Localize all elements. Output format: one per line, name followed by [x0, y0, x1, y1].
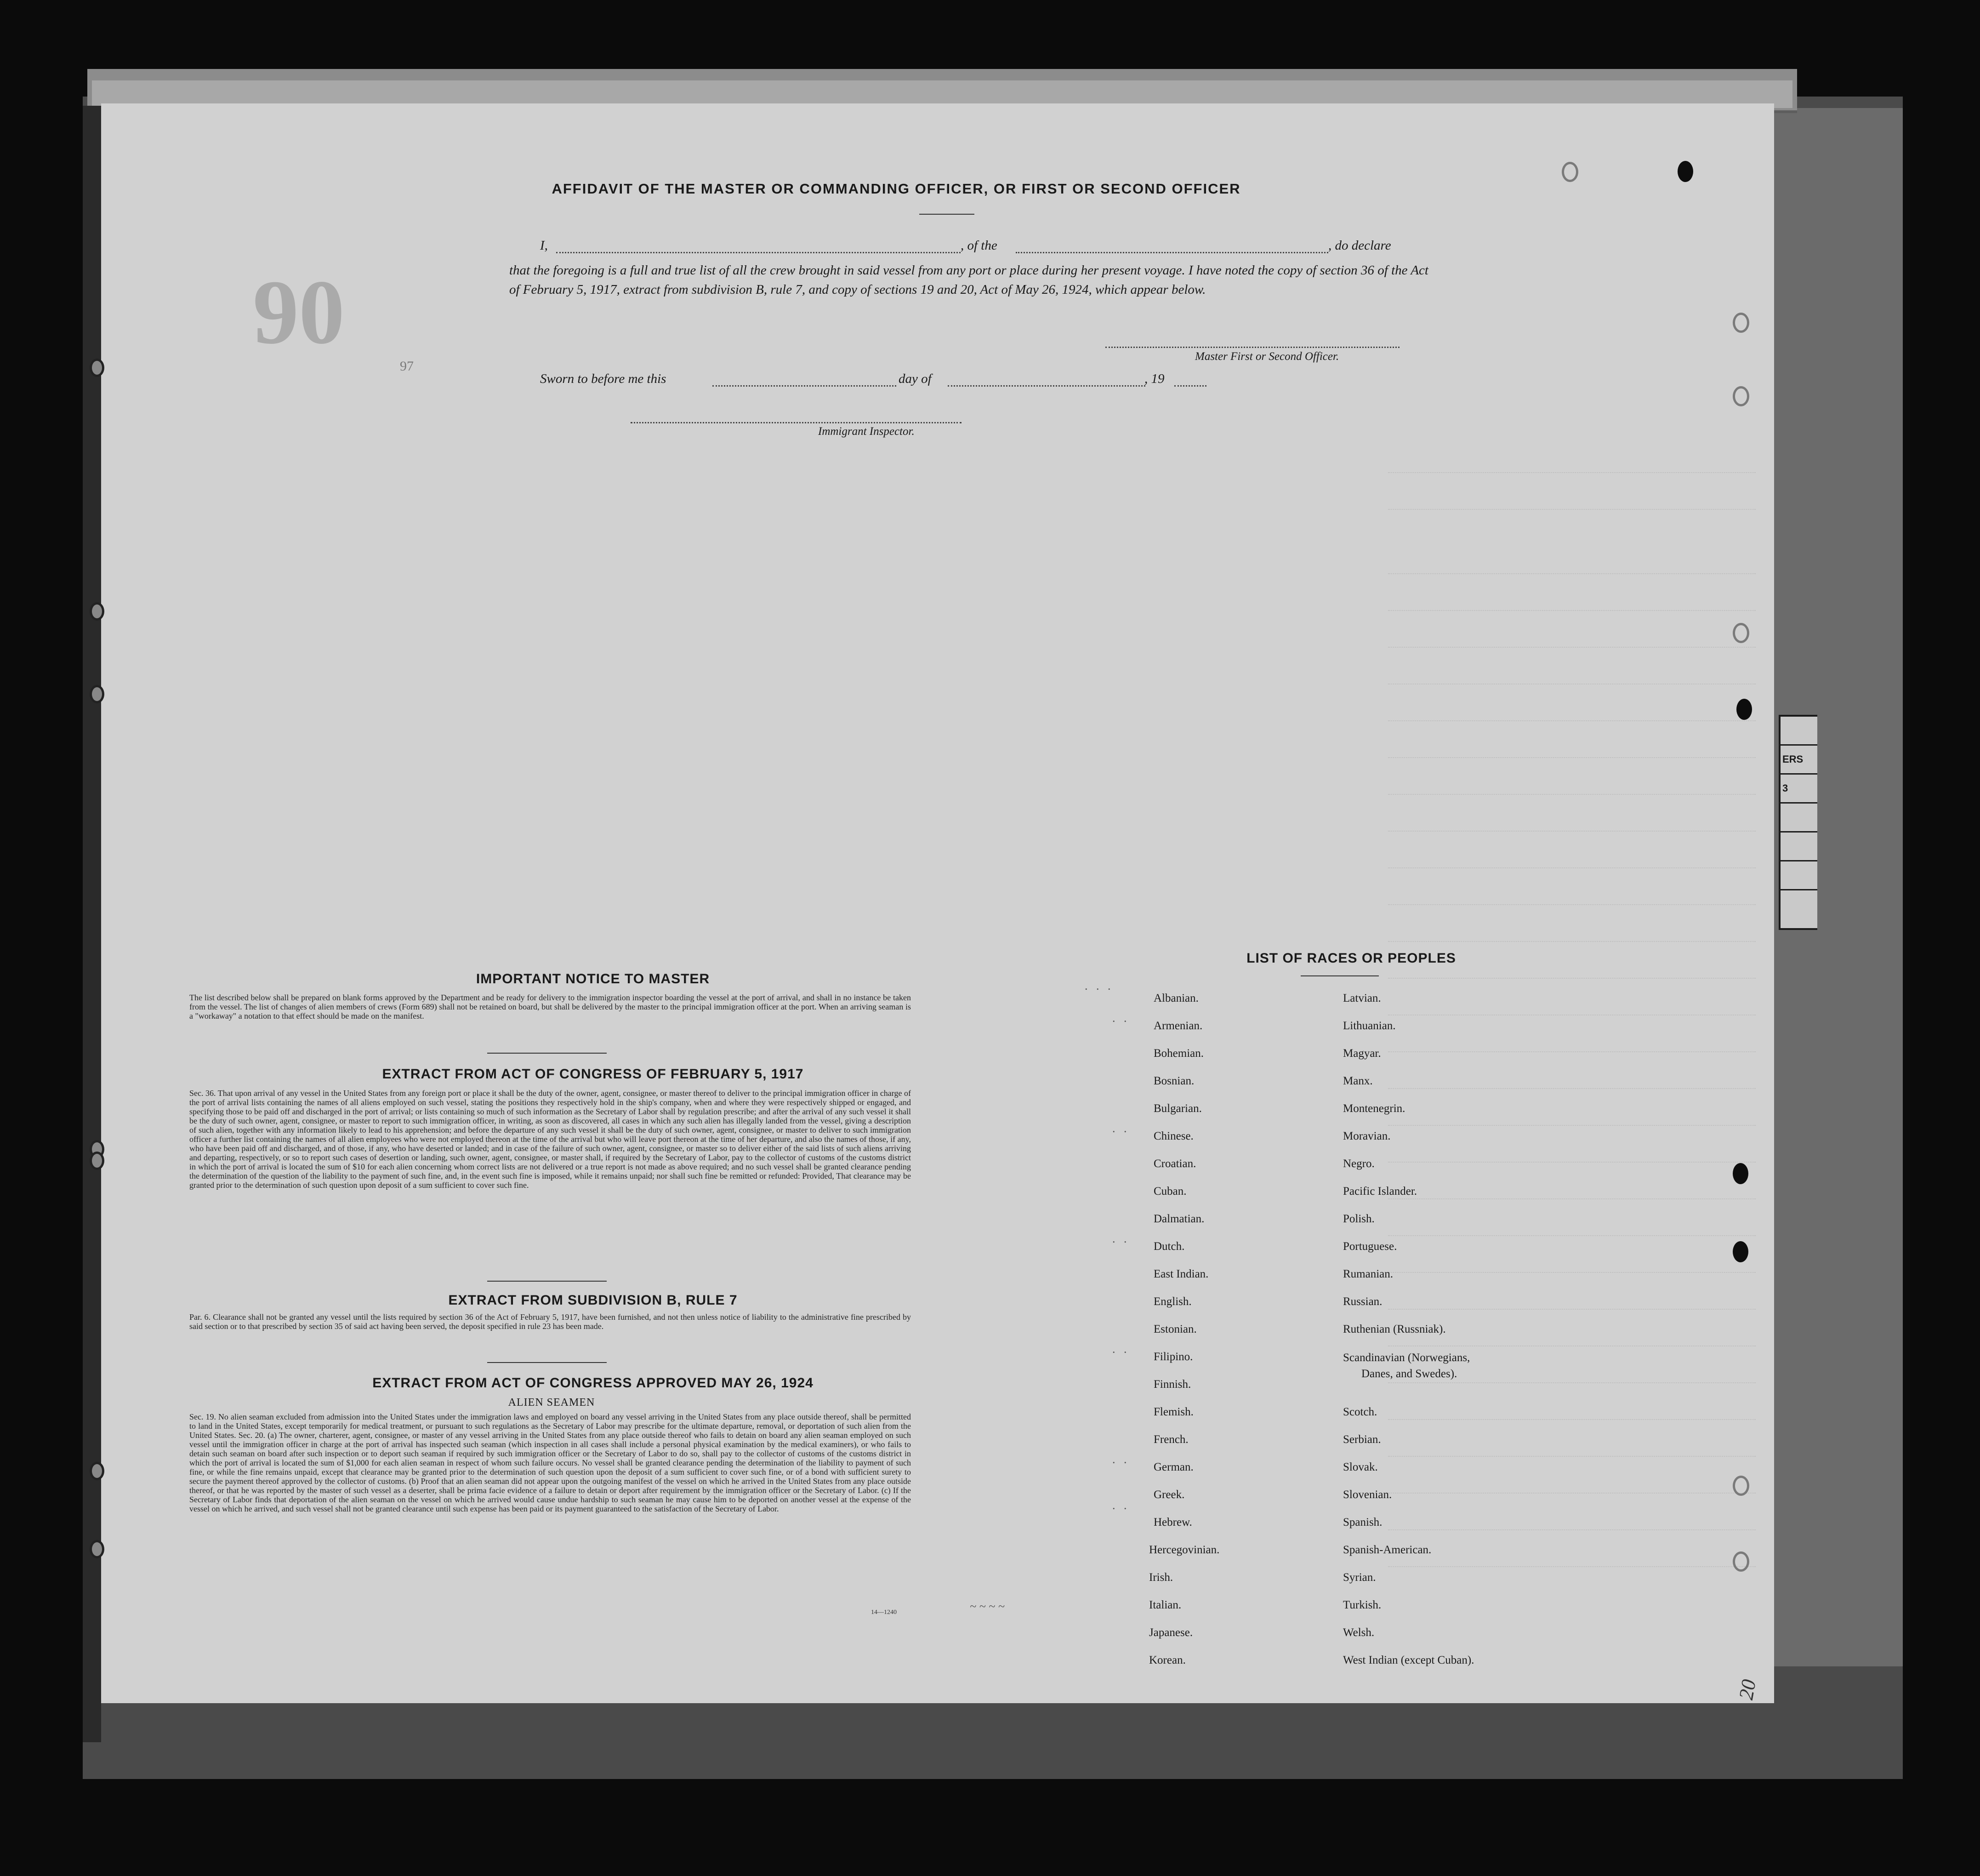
race-item: Bosnian. [1154, 1075, 1195, 1087]
race-item: Dalmatian. [1154, 1213, 1205, 1225]
race-item: Japanese. [1149, 1626, 1193, 1639]
race-item: Bulgarian. [1154, 1102, 1202, 1115]
race-item: German. [1154, 1461, 1194, 1473]
binding-ring [90, 602, 104, 621]
name-blank[interactable] [556, 252, 961, 253]
race-item: Scotch. [1343, 1406, 1377, 1418]
left-binding-shadow [83, 106, 101, 1742]
alien-seamen-subtitle: ALIEN SEAMEN [508, 1397, 595, 1408]
race-item: Turkish. [1343, 1599, 1382, 1611]
form-number: 14—1240 [871, 1609, 897, 1616]
races-title: LIST OF RACES OR PEOPLES [1246, 951, 1456, 966]
race-item: Lithuanian. [1343, 1020, 1396, 1032]
affidavit-title: AFFIDAVIT OF THE MASTER OR COMMANDING OFFICER, OR FIRST OR SECOND OFFICER [552, 181, 1241, 197]
tab-digit: 3 [1781, 775, 1817, 804]
race-item: Spanish-American. [1343, 1544, 1432, 1556]
race-item: Italian. [1149, 1599, 1182, 1611]
rule7-text: Par. 6. Clearance shall not be granted any vessel until the lists required by section 36 of the Act of February 5, 1917, have been furnished, and not then unless notice of liability to the administrative fine prescribed by said section or to that prescribed by section 35 of said act having been served, the deposit specified in rule 23 has been made. [189, 1312, 911, 1331]
race-item: East Indian. [1154, 1268, 1209, 1280]
race-item: Russian. [1343, 1295, 1383, 1308]
notice-text: The list described below shall be prepared on blank forms approved by the Department and be ready for delivery to the immigration inspector boarding the vessel at the port of arrival, and shall in no instance be taken from the vessel. The list of changes of alien members of crews (Form 689) shall not be retained on board, but shall be delivered by the master to the principal immigration officer at the port. When an arriving seaman is a "workaway" a notation to that effect should be made on the manifest. [189, 993, 911, 1021]
race-item: Spanish. [1343, 1516, 1383, 1528]
affidavit-i: I, [540, 238, 548, 253]
extract-1917-title: EXTRACT FROM ACT OF CONGRESS OF FEBRUARY 5, 1917 [382, 1066, 804, 1082]
extract-1924-title: EXTRACT FROM ACT OF CONGRESS APPROVED MAY 26, 1924 [372, 1375, 814, 1391]
race-item: Polish. [1343, 1213, 1375, 1225]
extract-1924-text: Sec. 19. No alien seaman excluded from admission into the United States under the immigration laws and employed on board any vessel arriving in the United States from any place outside thereof, shall be permitted to land in the United States, except temporarily for medical treatment, or pursuant to such regulations as the Secretary of Labor may prescribe for the ultimate departure, removal, or deportation of such alien from the United States. Sec. 20. (a) The owner, charterer, agent, consignee, or master of any vessel arriving in the United States from any place outside thereof who fails to detain on board any alien seaman employed on such vessel until the immigration officer in charge at the port of arrival has inspected such seaman (which inspection in all cases shall include a personal physical examination by the medical examiners), or who fails to detain such seaman on board after such inspection or to deport such seaman if required by such immigration officer or the Secretary of Labor to do so, shall pay to the collector of customs of the customs district in which the port of arrival is located the sum of $1,000 for each alien seaman in respect of whom such failure occurs. No vessel shall be granted clearance pending the determination of the liability to payment of such fine, or while the fine remains unpaid, except that clearance may be granted prior to the determination of such question upon the deposit of a sum sufficient to cover such fine, or of a bond with sufficient surety to secure the payment thereof approved by the collector of customs. (b) Proof that an alien seaman did not appear upon the outgoing manifest of the vessel on which he arrived in the United States from any place outside thereof, or that he was reported by the master of such vessel as a deserter, shall be prima facie evidence of a failure to detain or deport after requirement by the immigration officer or the Secretary of Labor. (c) If the Secretary of Labor finds that deportation of the alien seaman on the vessel on which he arrived would cause undue hardship to such seaman he may cause him to be deported on another vessel at the expense of the vessel on which he arrived, and such vessel shall not be granted clearance until such expense has been paid or its payment guaranteed to the satisfaction of the Secretary of Labor. [189, 1412, 911, 1513]
race-item: Moravian. [1343, 1130, 1391, 1142]
binding-ring [90, 359, 104, 377]
corner-page-number: 20 [1735, 1677, 1760, 1702]
race-item: Slovenian. [1343, 1488, 1392, 1501]
sworn-month-blank[interactable] [948, 385, 1145, 387]
faint-pencil-mark: ~ ~ ~ ~ [970, 1600, 1005, 1613]
tab-text: ERS [1781, 746, 1817, 775]
punch-hole [1733, 1551, 1749, 1572]
affidavit-declare: , do declare [1328, 238, 1391, 253]
race-item: Serbian. [1343, 1433, 1381, 1446]
race-item: Scandinavian (Norwegians, [1343, 1351, 1470, 1364]
inspector-label: Immigrant Inspector. [818, 425, 915, 438]
binding-ring [90, 685, 104, 703]
race-item: West Indian (except Cuban). [1343, 1654, 1474, 1666]
race-item: Cuban. [1154, 1185, 1187, 1197]
race-item: Pacific Islander. [1343, 1185, 1417, 1197]
handwritten-number: 97 [400, 359, 414, 374]
race-item: Irish. [1149, 1571, 1173, 1584]
race-item: Ruthenian (Russniak). [1343, 1323, 1446, 1335]
extract-1917-text: Sec. 36. That upon arrival of any vessel in the United States from any foreign port or place it shall be the duty of the owner, agent, consignee, or master thereof to deliver to the principal immigration officer in charge of the port of arrival lists containing the names of all aliens employed on such vessel, stating the positions they respectively hold in the ship's company, when and where they were respectively shipped or engaged, and specifying those to be paid off and discharged in the port of arrival; or lists containing so much of such information as the Secretary of Labor shall by regulation prescribe; and after the arrival of any such vessel it shall be the duty of such owner, agent, consignee, or master to report to such immigration officer, in writing, as soon as discovered, all cases in which any such alien has illegally landed from the vessel, giving a description of such alien, together with any information likely to lead to his apprehension; and before the departure of any such vessel it shall be the duty of such owner, agent, consignee, or master to deliver to such immigration officer a further list containing the names of all alien employees who were not employed thereon at the time of the arrival but who will leave port thereon at the time of her departure, and also the names of those, if any, who have been paid off and discharged, and of those, if any, who have deserted or landed; and in case of the failure of such owner, agent, consignee, or master so to deliver either of the said lists of such aliens arriving and departing, respectively, or so to report such cases of desertion or landing, such owner, agent, consignee, or master shall, if required by the Secretary of Labor, pay to the collector of customs of the customs district in which the port of arrival is located the sum of $10 for each alien concerning whom correct lists are not delivered or a true report is not made as above required; and no such vessel shall be granted clearance pending the determination of the question of the liability to the payment of such fine, and, in the event such fine is imposed, while it remains unpaid; nor shall such fine be remitted or refunded: Provided, That clearance may be granted prior to the determination of such question upon deposit of a sum sufficient to cover such fine. [189, 1089, 911, 1190]
notice-title: IMPORTANT NOTICE TO MASTER [476, 971, 710, 986]
race-item: Finnish. [1154, 1378, 1191, 1391]
punch-hole [1736, 699, 1752, 720]
race-item: Hebrew. [1154, 1516, 1192, 1528]
master-label: Master First or Second Officer. [1195, 350, 1339, 363]
punch-hole [1733, 623, 1749, 643]
race-item: Armenian. [1154, 1020, 1203, 1032]
sworn-label: Sworn to before me this [540, 371, 666, 386]
race-item: Montenegrin. [1343, 1102, 1405, 1115]
race-item: English. [1154, 1295, 1192, 1308]
sworn-day-blank[interactable] [712, 385, 896, 387]
binding-ring [90, 1152, 104, 1170]
binding-ring [90, 1462, 104, 1480]
race-item: Dutch. [1154, 1240, 1185, 1253]
title-divider [919, 214, 974, 215]
day-of-label: day of [899, 371, 932, 386]
affidavit-paragraph: that the foregoing is a full and true list of all the crew brought in said vessel from any port or place during her present voyage. I have noted the copy of section 36 of the Act of February 5, 1917, extract from subdivision B, rule 7, and copy of sections 19 and 20, Act of May 26, 1924, which appear below. [509, 263, 1428, 297]
year-label: , 19 [1144, 371, 1165, 386]
race-item: Slovak. [1343, 1461, 1378, 1473]
affidavit-of-the: , of the [961, 238, 997, 253]
punch-hole [1733, 1476, 1749, 1496]
inspector-signature-blank[interactable] [631, 422, 962, 423]
punch-hole [1733, 1241, 1748, 1262]
race-item: Negro. [1343, 1158, 1375, 1170]
index-tab [1779, 715, 1817, 930]
rule7-title: EXTRACT FROM SUBDIVISION B, RULE 7 [448, 1293, 738, 1308]
race-item: Syrian. [1343, 1571, 1376, 1584]
binding-ring [90, 1540, 104, 1558]
punch-hole [1733, 386, 1749, 406]
race-item: Korean. [1149, 1654, 1186, 1666]
race-item: Welsh. [1343, 1626, 1375, 1639]
punch-hole [1733, 1163, 1748, 1184]
bleed-through-number: 90 [253, 262, 345, 363]
race-item: Latvian. [1343, 992, 1381, 1004]
race-item: Magyar. [1343, 1047, 1381, 1060]
race-item: Rumanian. [1343, 1268, 1394, 1280]
master-signature-blank[interactable] [1105, 347, 1400, 348]
year-blank[interactable] [1174, 385, 1206, 387]
race-item: Portuguese. [1343, 1240, 1397, 1253]
punch-hole [1733, 313, 1749, 333]
punch-hole [1678, 161, 1693, 182]
race-item: Danes, and Swedes). [1361, 1368, 1457, 1380]
race-item: Flemish. [1154, 1406, 1194, 1418]
race-item: Hercegovinian. [1149, 1544, 1220, 1556]
race-item: French. [1154, 1433, 1189, 1446]
scanned-document: ERS 3 90 97 AFFIDAVIT OF THE MASTER OR COMMANDING OFFICER, OR FIRST OR SECOND OFFICER I, , of the , do declare that the foregoing is a full and true list of all the crew brought in said vessel from any port or place during her present voyage. I have noted the copy of section 36 of the Act of February 5, 1917, extract from subdivision B, rule 7, and copy of sections 19 and 20, Act of May 26, 1924, which appear below. Master First or Second Officer. Sworn to before me this day of , 19 Immigrant Inspector. IMPORTANT NOTICE TO MASTER The list described below shall be prepared on blank forms approved by the Department and be ready for delivery to the immigration inspector boarding the vessel at the port of arrival, and shall in no instance be taken from the vessel. The list of changes of alien members of crews (Form 689) shall not be retained on board, but shall be delivered by the master to the principal immigration officer at the port. When an arriving seaman is a "workaway" a notation to that effect should be made on the manifest. EXTRACT FROM ACT OF CONGRESS OF FEBRUARY 5, 1917 Sec. 36. That upon arrival of any vessel in the United States from any foreign port or place it shall be the duty of the owner, agent, consignee, or master thereof to deliver to the principal immigration officer in charge of the port of arrival lists containing the names of all aliens employed on such vessel, stating the positions they respectively hold in the ship's company, when and where they were respectively shipped or engaged, and specifying those to be paid off and discharged in the port of arrival; or lists containing so much of such information as the Secretary of Labor shall by regulation prescribe; and after the arrival of any such vessel it shall be the duty of such owner, agent, consignee, or master to report to such immigration officer, in writing, as soon as discovered, all cases in which any such alien has illegally landed from the vessel, giving a description of such alien, together with any information likely to lead to his apprehension; and before the departure of any such vessel it shall be the duty of such owner, agent, consignee, or master to deliver to such immigration officer a further list containing the names of all alien employees who were not employed thereon at the time of the arrival but who will leave port thereon at the time of her departure, and also the names of those, if any, who have been paid off and discharged, and of those, if any, who have deserted or landed; and in case of the failure of such owner, agent, consignee, or master so to deliver either of the said lists of such aliens arriving and departing, respectively, or so to report such cases of desertion or landing, such owner, agent, consignee, or master shall, if required by the Secretary of Labor, pay to the collector of customs of the customs district in which the port of arrival is located the sum of $10 for each alien concerning whom correct lists are not delivered or a true report is not made as above required; and no such vessel shall be granted clearance pending the determination of the question of the liability to the payment of such fine, and, in the event such fine is imposed, while it remains unpaid; nor shall such fine be remitted or refunded: Provided, That clearance may be granted prior to the determination of such question upon deposit of a sum sufficient to cover such fine. EXTRACT FROM SUBDIVISION B, RULE 7 Par. 6. Clearance shall not be granted any vessel until the lists required by section 36 of the Act of February 5, 1917, have been furnished, and not then unless notice of liability to the administrative fine prescribed by said section or to that prescribed by section 35 of said act having been served, the deposit specified in rule 23 has been made. EXTRACT FROM ACT OF CONGRESS APPROVED MAY 26, 1924 ALIEN SEAMEN Sec. 19. No alien seaman excluded from admission into the United States under the immigration laws and employed on board any vessel arriving in the United States from any place outside thereof, shall be permitted to land in the United States, except temporarily for medical treatment, or pursuant to such regulations as the Secretary of Labor may prescribe for the ultimate departure, removal, or deportation of such alien from the United States. Sec. 20. (a) The owner, charterer, agent, consignee, or master of any vessel arriving in the United States from any place outside thereof who fails to detain on board any alien seaman employed on such vessel until the immigration officer in charge at the port of arrival has inspected such seaman (which inspection in all cases shall include a personal physical examination by the medical examiners), or who fails to detain such seaman on board after such inspection or to deport such seaman if required by such immigration officer or the Secretary of Labor to do so, shall pay to the collector of customs of the customs district in which the port of arrival is located the sum of $1,000 for each alien seaman in respect of whom such failure occurs. No vessel shall be granted clearance pending the determination of the liability to payment of such fine, or while the fine remains unpaid, except that clearance may be granted prior to the determination of such question upon the deposit of a sum sufficient to cover such fine, or of a bond with sufficient surety to secure the payment thereof approved by the collector of customs. (b) Proof that an alien seaman did not appear upon the outgoing manifest of the vessel on which he arrived in the United States from any place outside thereof, or that he was reported by the master of such vessel as a deserter, shall be prima facie evidence of a failure to detain or deport after requirement by the immigration officer or the Secretary of Labor. (c) If the Secretary of Labor finds that deportation of the alien seaman on the vessel on which he arrived would cause undue hardship to such seaman he may cause him to be deported on another vessel at the expense of the vessel on which he arrived, and such vessel shall not be granted clearance until such expense has been paid or its payment guaranteed to the satisfaction of the Secretary of Labor. 14—1240 . . . . . . . . . . . . . . . ~ ~ ~ ~ LIST OF RACES OR PEOPLES Albanian. Armenian. Bohemian. Bosnian. Bulgarian. Chinese. Croatian. Cuban. Dalmatian. Dutch. East Indian. English. Estonian. Filipino. Finnish. Flemish. French. German. Greek. Hebrew. Hercegovinian. Irish. Italian. Japanese. Korean. Latvian. Lithuanian. Magyar. Manx. Montenegrin. Moravian. Negro. Pacific Islander. Polish. Portuguese. Rumanian. Russian. Ruthenian (Russniak). Scandinavian (Norwegians, Danes, and Swedes). Scotch. Serbian. Slovak. Slovenian. Spanish. Spanish-American. Syrian. Turkish. Welsh. West Indian (except Cuban). 20 [0, 0, 1980, 1876]
race-item: Greek. [1154, 1488, 1185, 1501]
race-item: Estonian. [1154, 1323, 1197, 1335]
race-item: Filipino. [1154, 1351, 1193, 1363]
race-item: Chinese. [1154, 1130, 1194, 1142]
vessel-blank[interactable] [1016, 252, 1328, 253]
race-item: Bohemian. [1154, 1047, 1204, 1060]
race-item: Albanian. [1154, 992, 1199, 1004]
punch-hole [1562, 162, 1578, 182]
race-item: Croatian. [1154, 1158, 1196, 1170]
race-item: Manx. [1343, 1075, 1373, 1087]
